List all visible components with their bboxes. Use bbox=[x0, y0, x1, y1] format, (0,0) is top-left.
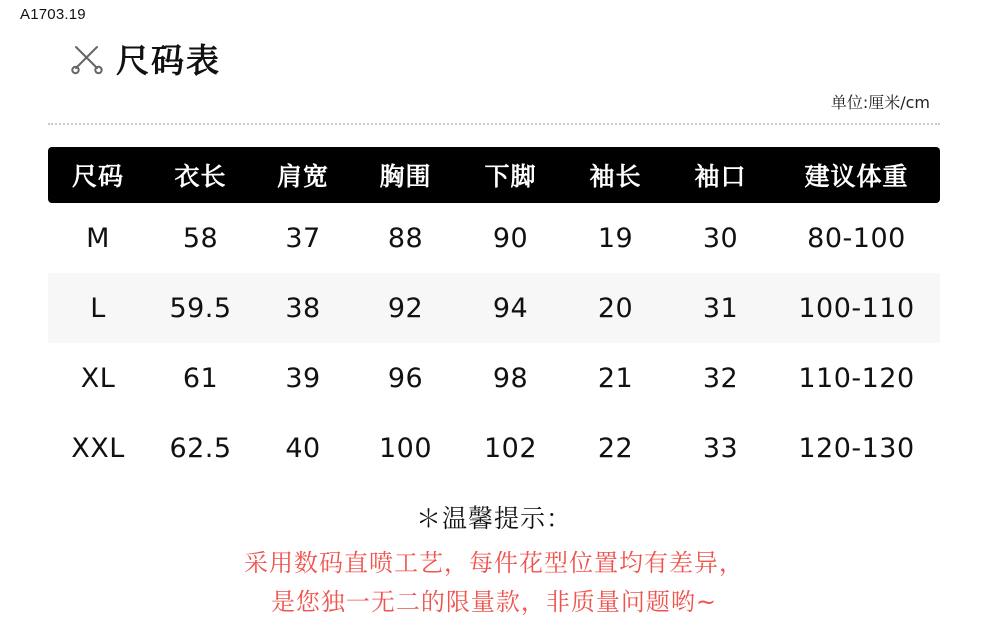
cell-sleeve-length: 21 bbox=[597, 362, 634, 394]
column-header-size: 尺码 bbox=[48, 147, 148, 203]
cell-hem: 102 bbox=[483, 432, 538, 464]
divider bbox=[48, 123, 940, 125]
column-header-bust: 胸围 bbox=[353, 147, 458, 203]
cell-bust: 88 bbox=[387, 222, 424, 254]
chart-header bbox=[48, 30, 940, 86]
cell-bust: 100 bbox=[378, 432, 433, 464]
column-header-shoulder: 肩宽 bbox=[253, 147, 353, 203]
cell-cuff: 30 bbox=[702, 222, 739, 254]
cell-shoulder: 37 bbox=[285, 222, 321, 254]
column-header-length: 衣长 bbox=[148, 147, 253, 203]
cell-length: 62.5 bbox=[169, 432, 232, 464]
cell-cuff: 31 bbox=[668, 273, 773, 343]
cell-length: 59.5 bbox=[148, 273, 253, 343]
cell-hem: 98 bbox=[492, 362, 529, 394]
cell-shoulder: 39 bbox=[285, 362, 321, 394]
table-row bbox=[48, 413, 940, 483]
tips-line-1: 采用数码直喷工艺，每件花型位置均有差异， bbox=[244, 549, 744, 577]
tips-line-2: 是您独一无二的限量款，非质量问题哟~ bbox=[270, 588, 718, 616]
cell-sleeve-length: 22 bbox=[597, 432, 634, 464]
cell-size: M bbox=[86, 222, 110, 254]
cell-sleeve-length: 19 bbox=[597, 222, 634, 254]
column-header-weight: 建议体重 bbox=[773, 147, 940, 203]
cell-size: L bbox=[48, 273, 148, 343]
cell-length: 58 bbox=[182, 222, 219, 254]
product-code-label: A1703.19 bbox=[20, 6, 86, 23]
column-header-sleeve-length: 袖长 bbox=[563, 147, 668, 203]
tips-section bbox=[48, 499, 940, 617]
cell-bust: 96 bbox=[387, 362, 424, 394]
tips-title: ＊温馨提示： bbox=[415, 504, 572, 533]
scissors-icon bbox=[70, 41, 104, 75]
cell-weight: 120-130 bbox=[798, 432, 915, 464]
cell-weight: 100-110 bbox=[773, 273, 940, 343]
cell-hem: 94 bbox=[458, 273, 563, 343]
cell-weight: 110-120 bbox=[798, 362, 915, 394]
unit-note: 单位:厘米/cm bbox=[830, 93, 930, 112]
cell-size: XL bbox=[80, 362, 116, 394]
unit-note-row bbox=[48, 90, 940, 113]
cell-hem: 90 bbox=[492, 222, 529, 254]
cell-sleeve-length: 20 bbox=[563, 273, 668, 343]
cell-weight: 80-100 bbox=[807, 222, 906, 254]
table-row bbox=[48, 203, 940, 273]
cell-length: 61 bbox=[182, 362, 219, 394]
column-header-hem: 下脚 bbox=[458, 147, 563, 203]
table-header-row bbox=[48, 147, 940, 203]
size-table bbox=[48, 147, 940, 483]
cell-bust: 92 bbox=[353, 273, 458, 343]
table-row bbox=[48, 343, 940, 413]
column-header-cuff: 袖口 bbox=[668, 147, 773, 203]
cell-shoulder: 38 bbox=[253, 273, 353, 343]
cell-cuff: 32 bbox=[702, 362, 739, 394]
page-title: 尺码表 bbox=[116, 40, 221, 80]
size-chart-sheet bbox=[48, 30, 940, 617]
cell-cuff: 33 bbox=[702, 432, 739, 464]
cell-shoulder: 40 bbox=[285, 432, 321, 464]
table-row bbox=[48, 273, 940, 343]
cell-size: XXL bbox=[71, 432, 125, 464]
